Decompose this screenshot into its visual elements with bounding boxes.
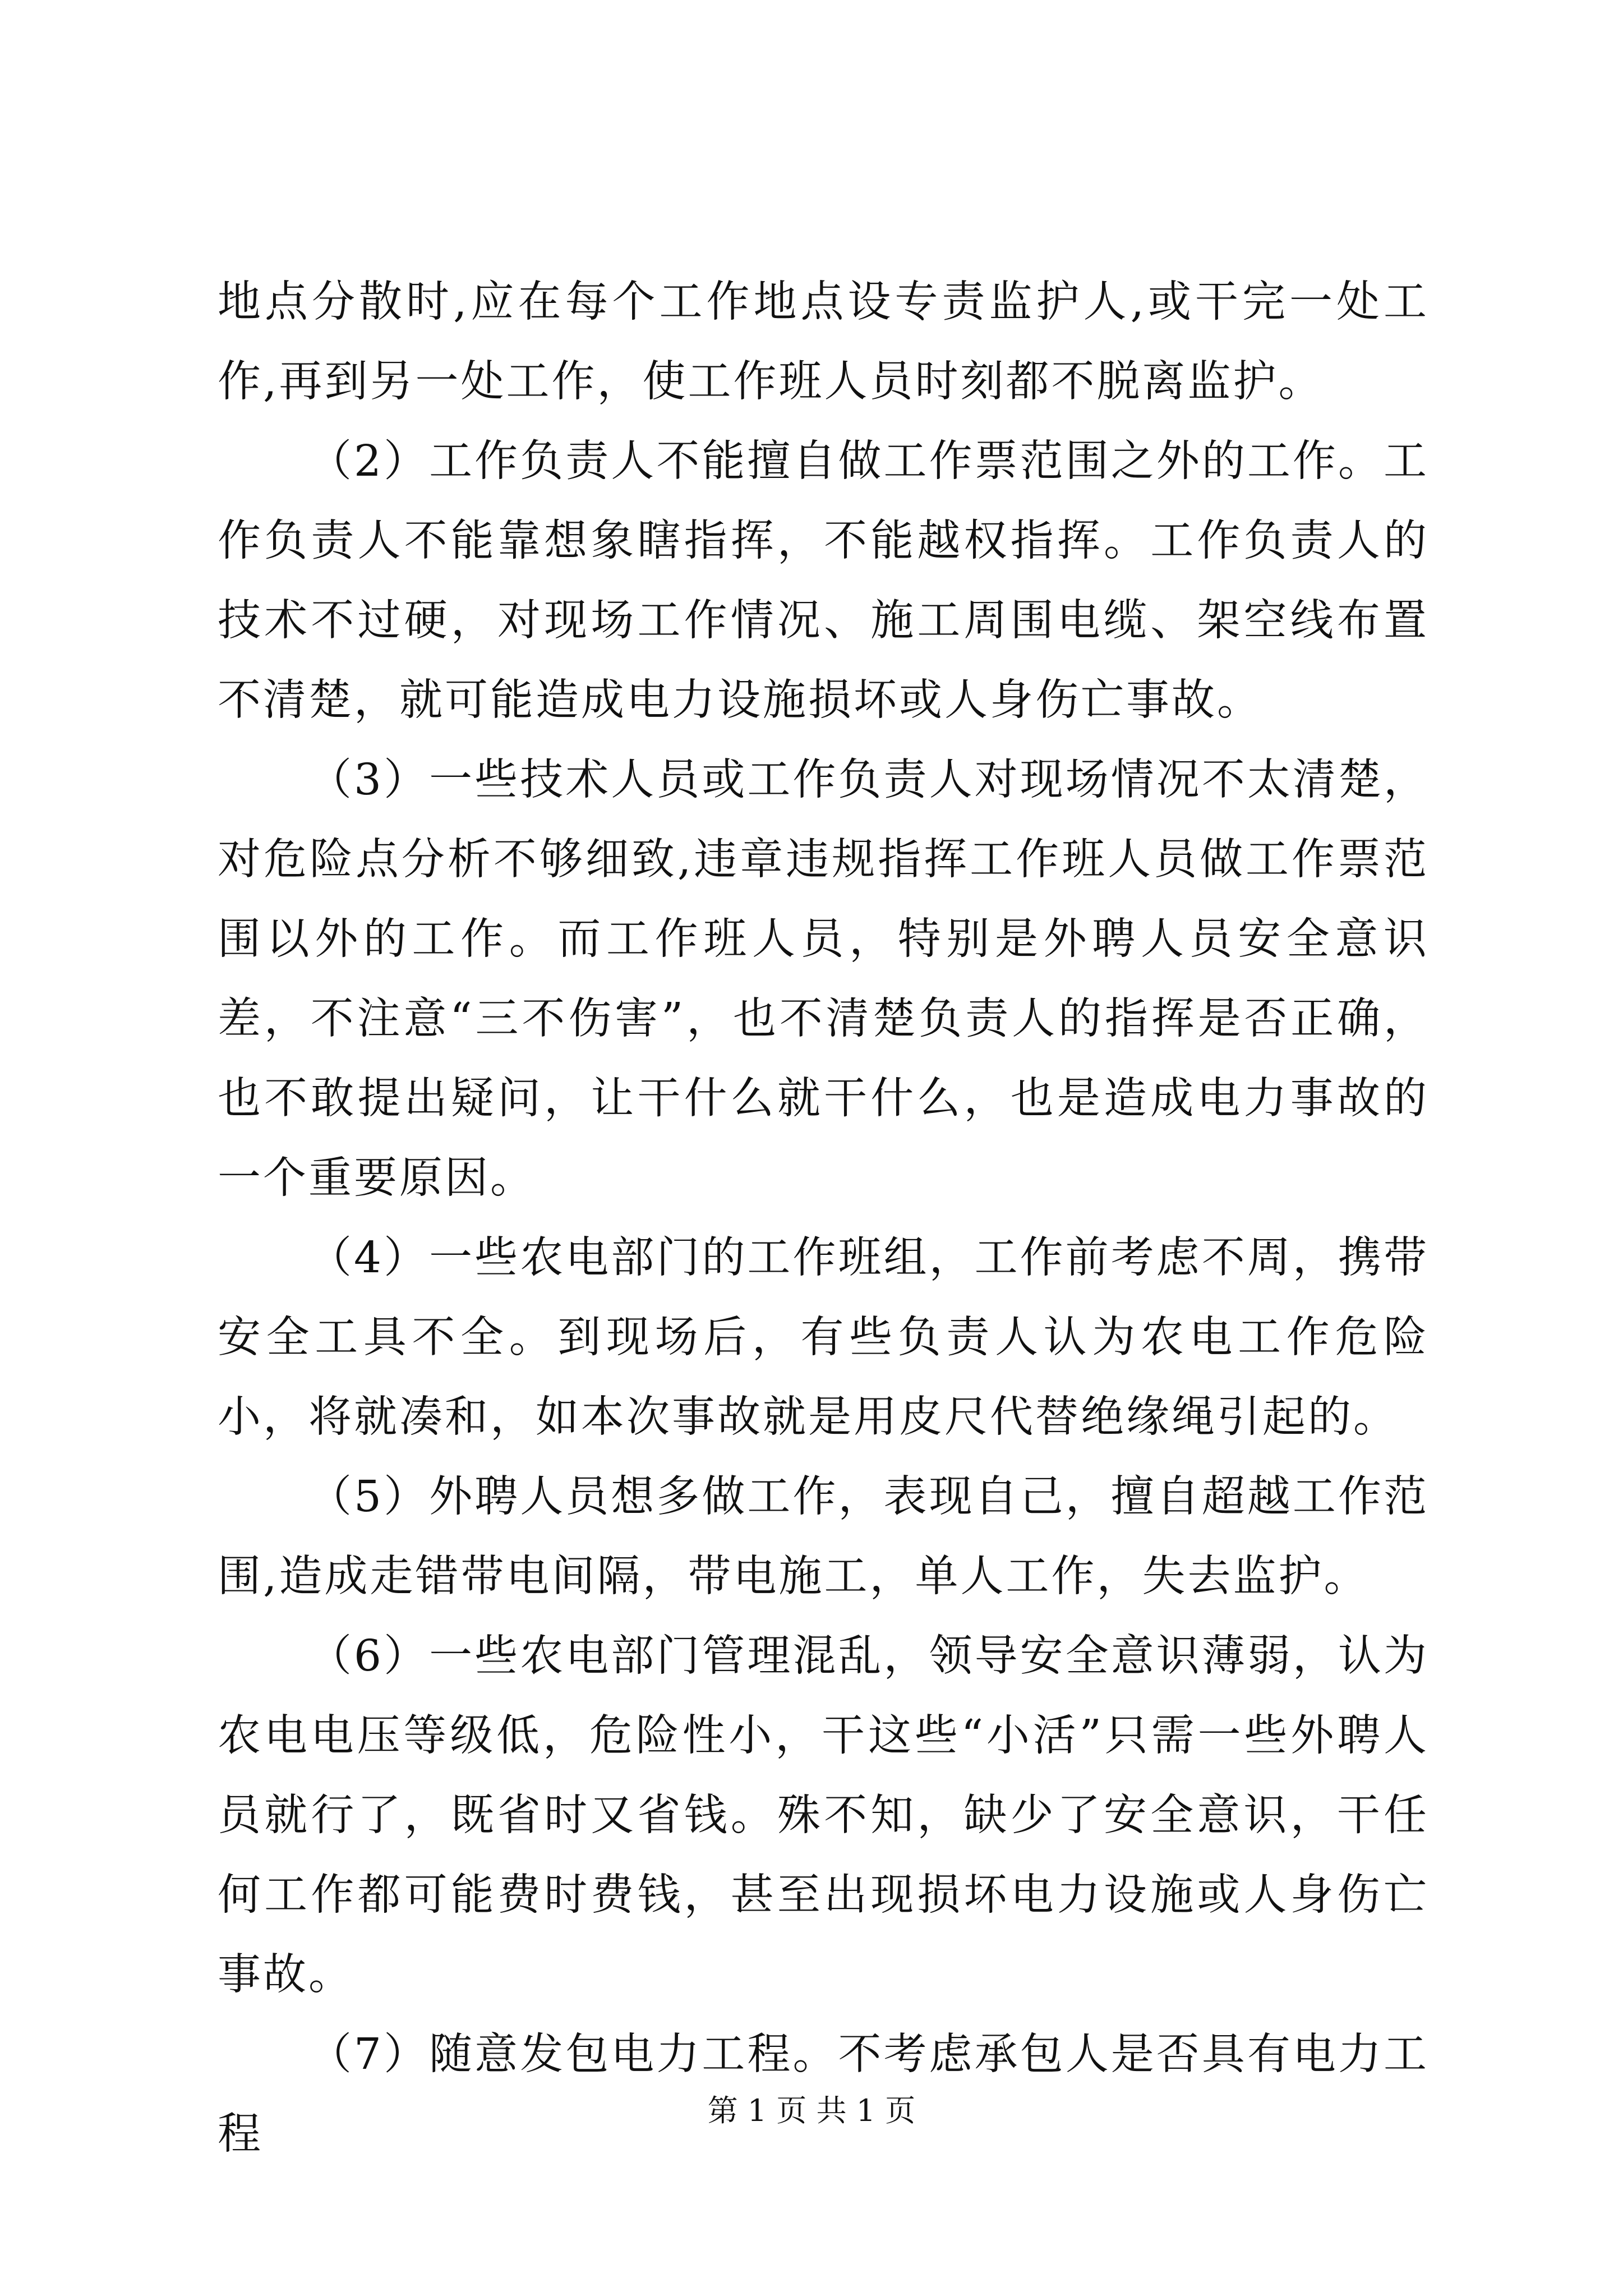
paragraph-item-6: （6）一些农电部门管理混乱，领导安全意识薄弱，认为农电电压等级低，危险性小，干这些“小活”只需一些外聘人员就行了，既省时又省钱。殊不知，缺少了安全意识，干任何工作都可能费时费钱，甚至出现损坏电力设施或人身伤亡事故。 — [218, 1631, 1429, 2000]
paragraph-item-7: （7）随意发包电力工程。不考虑承包人是否具有电力工程 — [218, 2030, 1429, 2159]
document-body — [218, 263, 1429, 2174]
paragraph-continuation: 地点分散时,应在每个工作地点设专责监护人,或干完一处工作,再到另一处工作，使工作班人员时刻都不脱离监护。 — [218, 277, 1429, 407]
paragraph-item-2: （2）工作负责人不能擅自做工作票范围之外的工作。工作负责人不能靠想象瞎指挥，不能越权指挥。工作负责人的技术不过硬，对现场工作情况、施工周围电缆、架空线布置不清楚，就可能造成电力设施损坏或人身伤亡事故。 — [218, 436, 1429, 725]
paragraph-item-3: （3）一些技术人员或工作负责人对现场情况不太清楚，对危险点分析不够细致,违章违规指挥工作班人员做工作票范围以外的工作。而工作班人员，特别是外聘人员安全意识差，不注意“三不伤害”，也不清楚负责人的指挥是否正确，也不敢提出疑问，让干什么就干什么，也是造成电力事故的一个重要原因。 — [218, 755, 1429, 1203]
page-footer: 第 1 页 共 1 页 — [707, 2093, 916, 2128]
paragraph-item-4: （4）一些农电部门的工作班组，工作前考虑不周，携带安全工具不全。到现场后，有些负责人认为农电工作危险小，将就凑和，如本次事故就是用皮尺代替绝缘绳引起的。 — [218, 1233, 1429, 1442]
paragraph-item-5: （5）外聘人员想多做工作，表现自己，擅自超越工作范围,造成走错带电间隔，带电施工，单人工作，失去监护。 — [218, 1472, 1429, 1602]
